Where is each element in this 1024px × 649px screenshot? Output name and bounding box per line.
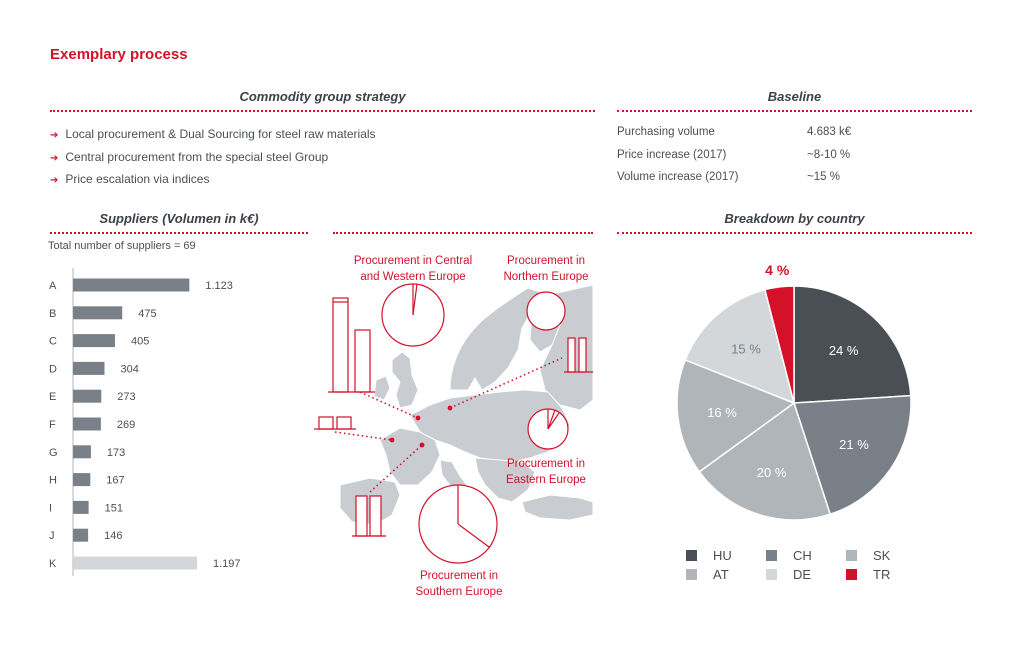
legend-label: AT [713, 567, 729, 582]
legend-item [846, 567, 890, 582]
ireland-shape [374, 376, 390, 400]
pie-slice-label: 15 % [731, 341, 761, 357]
suppliers-bar-chart [40, 268, 300, 578]
baseline-value: ~8-10 % [807, 149, 851, 161]
bar [73, 334, 115, 347]
pie-slice-label: 24 % [828, 343, 859, 359]
legend-item [766, 548, 812, 563]
legend-swatch [846, 569, 857, 580]
bar [73, 445, 91, 458]
bar-value-label: 475 [138, 307, 157, 320]
strategy-item [50, 127, 376, 141]
bar-category-label: C [49, 335, 57, 348]
bar-value-label: 273 [117, 391, 136, 404]
baseline-label: Purchasing volume [617, 126, 715, 138]
mini-bar [370, 496, 381, 536]
point-northern [448, 406, 453, 411]
label-central-western: Procurement in Central and Western Europe [353, 255, 473, 283]
legend-swatch [846, 550, 857, 561]
strategy-item [50, 150, 328, 164]
bar [73, 279, 189, 292]
strategy-item-text: Price escalation via indices [65, 172, 210, 186]
bar-value-label: 151 [104, 502, 124, 515]
baseline-label: Price increase (2017) [617, 149, 727, 161]
pie-slice-label: 4 % [765, 262, 790, 279]
bar [73, 362, 104, 375]
legend-item [846, 548, 890, 563]
legend-swatch [686, 569, 697, 580]
pie-slice-label: 20 % [756, 464, 787, 480]
baseline-divider [617, 110, 972, 112]
bar-value-label: 167 [106, 474, 125, 487]
legend-swatch [686, 550, 697, 561]
turkey-shape [522, 495, 593, 520]
suppliers-total-note: Total number of suppliers = 69 [48, 240, 196, 252]
arrow-right-icon: ➔ [50, 175, 59, 186]
breakdown-title: Breakdown by country [724, 211, 865, 226]
bar-value-label: 304 [120, 363, 139, 376]
bar-category-label: D [49, 363, 57, 376]
legend-item [766, 567, 811, 582]
label-eastern: Procurement in Eastern Europe [506, 458, 586, 486]
mini-bar [337, 417, 351, 429]
uk-shape [392, 352, 418, 408]
mini-pie-northern [527, 292, 565, 330]
legend-swatch [766, 569, 777, 580]
strategy-item [50, 172, 209, 186]
strategy-item-text: Local procurement & Dual Sourcing for steel raw materials [65, 127, 376, 141]
suppliers-divider [50, 232, 308, 234]
europe-map [300, 240, 600, 610]
legend-label: HU [713, 548, 732, 563]
bar-category-label: I [49, 502, 53, 515]
baseline-label: Volume increase (2017) [617, 171, 739, 183]
bar [73, 557, 197, 570]
bar-category-label: J [49, 530, 55, 543]
country-pie-chart [664, 240, 924, 530]
arrow-right-icon: ➔ [50, 153, 59, 164]
bar-category-label: A [49, 280, 57, 292]
bar [73, 501, 89, 514]
pie-legend [686, 548, 916, 588]
point-western [390, 438, 395, 443]
legend-item [686, 567, 729, 582]
bar [73, 390, 101, 403]
scandinavia-shape [450, 288, 540, 390]
page-title: Exemplary process [50, 46, 188, 63]
point-central [416, 416, 421, 421]
pie-slice-label: 21 % [839, 436, 869, 452]
bar-category-label: E [49, 391, 57, 404]
bar [73, 306, 122, 319]
legend-label: CH [793, 548, 812, 563]
bar-value-label: 405 [130, 335, 150, 348]
strategy-title: Commodity group strategy [239, 89, 406, 104]
mini-bar [568, 338, 575, 372]
bar-value-label: 1.197 [213, 558, 241, 570]
bar-category-label: B [49, 307, 57, 320]
bar-category-label: H [49, 474, 57, 487]
bar-value-label: 269 [116, 419, 136, 431]
bar [73, 418, 101, 431]
bar [73, 529, 88, 542]
mini-bar [355, 330, 370, 392]
strategy-item-text: Central procurement from the special steel Group [65, 150, 329, 164]
bar-category-label: K [49, 558, 57, 570]
arrow-right-icon: ➔ [50, 130, 59, 141]
label-southern: Procurement in Southern Europe [415, 570, 503, 598]
bar-value-label: 1.123 [205, 280, 233, 292]
point-southern [420, 443, 425, 448]
baseline-title: Baseline [767, 89, 822, 104]
mini-bar [319, 417, 333, 429]
legend-label: SK [873, 548, 891, 563]
breakdown-divider [617, 232, 972, 234]
strategy-divider [50, 110, 595, 112]
suppliers-title: Suppliers (Volumen in k€) [99, 211, 259, 226]
pie-slice-label: 16 % [707, 405, 737, 421]
legend-label: DE [793, 567, 812, 582]
map-divider [333, 232, 593, 234]
label-northern: Procurement in Northern Europe [503, 255, 589, 283]
baseline-value: 4.683 k€ [807, 126, 852, 138]
legend-swatch [766, 550, 777, 561]
bar-category-label: F [49, 419, 56, 431]
mini-bar [579, 338, 586, 372]
baseline-value: ~15 % [807, 171, 840, 183]
bar-value-label: 173 [106, 446, 126, 459]
mini-bar [356, 496, 367, 536]
bar [73, 473, 90, 486]
bar-value-label: 146 [104, 530, 123, 543]
legend-label: TR [873, 567, 891, 582]
mini-bar [333, 298, 348, 392]
legend-item [686, 548, 732, 563]
bar-category-label: G [49, 446, 58, 459]
